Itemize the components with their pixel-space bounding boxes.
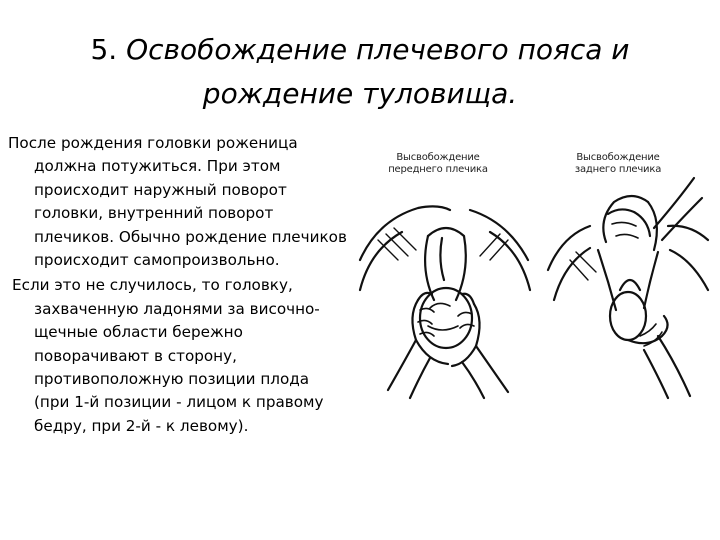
paragraph-1: После рождения головки роженица должна потужиться. При этом происходит наружный поворот головки, внутренний поворот плечиков. Обычно рождение плечиков происходит самопроизвольно.	[8, 134, 347, 270]
paragraph-2: Если это не случилось, то головку, захваченную ладонями за височно-щечные области бережно поворачивают в сторону, противоположную позиции плода (при 1-й позиции - лицом к правому бедру, при 2-й - к левому).	[12, 276, 324, 435]
right-drawing	[548, 178, 708, 398]
delivery-drawing	[358, 140, 710, 402]
right-caption-line-2: заднего плечика	[574, 164, 662, 175]
title-line-1: Освобождение плечевого пояса и	[126, 33, 630, 66]
title-line-2: рождение туловища.	[202, 77, 518, 110]
illustration-shoulder-delivery	[358, 140, 710, 402]
right-caption-line-1: Высвобождение	[576, 152, 660, 163]
left-drawing	[360, 206, 530, 398]
right-figure-caption	[558, 152, 678, 176]
left-caption-line-1: Высвобождение	[396, 152, 480, 163]
body-text	[8, 132, 348, 440]
page-title	[40, 28, 680, 116]
left-caption-line-2: переднего плечика	[388, 164, 488, 175]
left-figure-caption	[378, 152, 498, 176]
title-number: 5.	[90, 33, 118, 66]
